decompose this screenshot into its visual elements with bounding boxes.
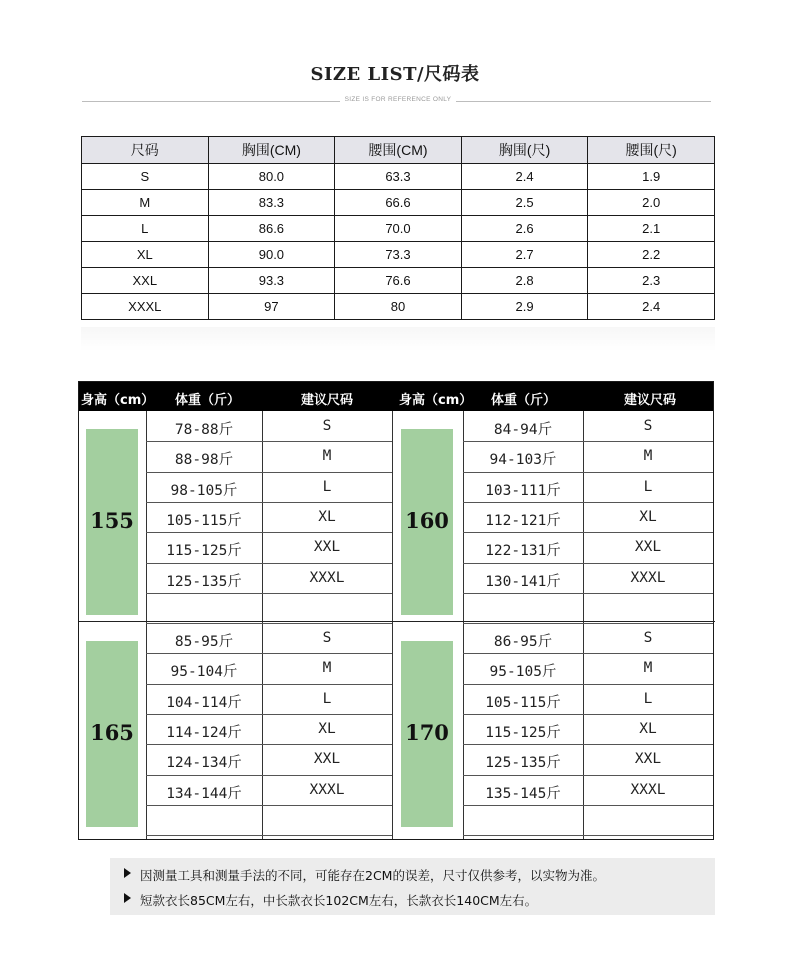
size-cell: 70.0	[335, 216, 462, 242]
recommended-size: L	[643, 690, 653, 707]
row-divider	[146, 775, 392, 776]
recommended-size: M	[322, 660, 332, 677]
row-divider	[463, 835, 713, 836]
height-block	[86, 641, 138, 827]
row-divider	[146, 684, 392, 685]
recommended-size: XXL	[313, 751, 341, 768]
size-cell: 66.6	[335, 190, 462, 216]
recommended-size: XL	[639, 720, 657, 737]
size-cell: 93.3	[208, 268, 335, 294]
size-cell: S	[82, 164, 209, 190]
subtitle: SIZE IS FOR REFERENCE ONLY	[344, 96, 452, 103]
size-cell: 2.2	[588, 242, 715, 268]
size-cell: 2.9	[461, 294, 588, 320]
row-divider	[463, 502, 713, 503]
row-divider	[146, 563, 392, 564]
row-divider	[146, 744, 392, 745]
recommended-size: S	[322, 630, 332, 646]
weight-range: 135-145斤	[485, 785, 561, 802]
header-waist-chi: 腰围(尺)	[588, 137, 715, 164]
divider-right	[456, 101, 711, 102]
row-divider	[463, 805, 713, 806]
size-cell: 2.4	[588, 294, 715, 320]
recommended-size: XXL	[313, 539, 341, 556]
recommended-size: S	[643, 630, 653, 646]
row-divider	[463, 744, 713, 745]
recommended-size: L	[322, 478, 332, 495]
size-cell: XXXL	[82, 294, 209, 320]
row-divider	[463, 472, 713, 473]
row-divider	[146, 532, 392, 533]
weight-range: 115-125斤	[485, 724, 561, 741]
recommended-size: S	[643, 418, 653, 434]
size-cell: 63.3	[335, 164, 462, 190]
height-value: 165	[90, 720, 134, 745]
header-height-right: 身高（cm）	[399, 393, 473, 408]
size-row	[82, 268, 715, 294]
size-cell: XXL	[82, 268, 209, 294]
row-divider	[463, 684, 713, 685]
weight-range: 94-103斤	[489, 452, 557, 469]
recommended-size: XXL	[634, 539, 662, 556]
height-block	[401, 429, 453, 615]
size-row	[82, 242, 715, 268]
triangle-bullet-icon	[124, 893, 131, 903]
size-row	[82, 164, 715, 190]
weight-range: 98-105斤	[170, 482, 238, 499]
note-length	[140, 891, 537, 909]
row-divider	[146, 805, 392, 806]
size-cell: 86.6	[208, 216, 335, 242]
size-cell: 2.6	[461, 216, 588, 242]
weight-range: 134-144斤	[166, 785, 242, 802]
recommended-size: L	[643, 478, 653, 495]
header-waist-cm: 腰围(CM)	[335, 137, 462, 164]
size-table-header-row	[82, 137, 715, 164]
recommended-size: XXXL	[309, 569, 345, 586]
weight-range: 122-131斤	[485, 543, 561, 560]
weight-range: 115-125斤	[166, 543, 242, 560]
height-value: 160	[405, 508, 449, 533]
row-divider	[463, 532, 713, 533]
row-divider	[146, 502, 392, 503]
row-divider	[146, 593, 392, 594]
size-cell: 2.0	[588, 190, 715, 216]
notes-box	[110, 858, 715, 915]
block-divider	[79, 621, 715, 622]
size-cell: 2.1	[588, 216, 715, 242]
note-text: 短款衣长85CM左右，中长款衣长102CM左右，长款衣长140CM左右。	[140, 893, 538, 908]
recommended-size: M	[643, 448, 653, 465]
weight-range: 95-104斤	[170, 664, 238, 681]
size-cell: L	[82, 216, 209, 242]
recommended-size: M	[643, 660, 653, 677]
header-height-left: 身高（cm）	[81, 393, 155, 408]
header-weight-left: 体重（斤）	[175, 393, 241, 408]
weight-range: 104-114斤	[166, 694, 242, 711]
size-cell: XL	[82, 242, 209, 268]
row-divider	[146, 623, 392, 624]
column-divider	[392, 411, 393, 839]
weight-range: 88-98斤	[174, 452, 234, 469]
recommended-size: L	[322, 690, 332, 707]
row-divider	[463, 563, 713, 564]
recommended-size: XXXL	[630, 569, 666, 586]
size-cell: 80.0	[208, 164, 335, 190]
height-block	[86, 429, 138, 615]
triangle-bullet-icon	[124, 868, 131, 878]
header-size-right: 建议尺码	[624, 393, 677, 408]
recommendation-header	[79, 382, 713, 411]
row-divider	[146, 653, 392, 654]
recommendation-table	[78, 381, 714, 840]
page-title: SIZE LIST/尺码表	[310, 64, 480, 85]
row-divider	[146, 835, 392, 836]
weight-range: 86-95斤	[493, 634, 553, 650]
size-cell: 2.7	[461, 242, 588, 268]
recommended-size: XL	[318, 508, 336, 525]
weight-range: 114-124斤	[166, 724, 242, 741]
size-cell: 90.0	[208, 242, 335, 268]
note-text: 因测量工具和测量手法的不同，可能存在2CM的误差，尺寸仅供参考，以实物为准。	[140, 868, 605, 883]
size-row	[82, 190, 715, 216]
weight-range: 85-95斤	[174, 634, 234, 650]
row-divider	[463, 623, 713, 624]
size-cell: 97	[208, 294, 335, 320]
height-block	[401, 641, 453, 827]
weight-range: 84-94斤	[493, 422, 553, 438]
size-cell: 2.5	[461, 190, 588, 216]
weight-range: 130-141斤	[485, 573, 561, 590]
header-size: 尺码	[82, 137, 209, 164]
size-row	[82, 216, 715, 242]
recommended-size: XL	[639, 508, 657, 525]
row-divider	[463, 653, 713, 654]
weight-range: 105-115斤	[166, 512, 242, 529]
recommended-size: M	[322, 448, 332, 465]
table-shadow	[81, 327, 715, 351]
weight-range: 103-111斤	[485, 482, 561, 499]
row-divider	[146, 714, 392, 715]
recommended-size: XXXL	[309, 781, 345, 798]
recommended-size: S	[322, 418, 332, 434]
weight-range: 95-105斤	[489, 664, 557, 681]
weight-range: 112-121斤	[485, 512, 561, 529]
row-divider	[463, 775, 713, 776]
height-value: 155	[90, 508, 134, 533]
weight-range: 125-135斤	[166, 573, 242, 590]
weight-range: 125-135斤	[485, 755, 561, 772]
size-cell: M	[82, 190, 209, 216]
row-divider	[463, 593, 713, 594]
size-row	[82, 294, 715, 320]
row-divider	[463, 441, 713, 442]
size-cell: 2.4	[461, 164, 588, 190]
note-measurement	[140, 866, 605, 884]
size-cell: 83.3	[208, 190, 335, 216]
size-cell: 80	[335, 294, 462, 320]
header-size-left: 建议尺码	[301, 393, 354, 408]
recommended-size: XXXL	[630, 781, 666, 798]
height-value: 170	[405, 720, 449, 745]
size-cell: 76.6	[335, 268, 462, 294]
size-cell: 1.9	[588, 164, 715, 190]
row-divider	[463, 714, 713, 715]
size-cell: 73.3	[335, 242, 462, 268]
size-cell: 2.3	[588, 268, 715, 294]
weight-range: 124-134斤	[166, 755, 242, 772]
header-weight-right: 体重（斤）	[491, 393, 557, 408]
recommended-size: XXL	[634, 751, 662, 768]
row-divider	[146, 441, 392, 442]
size-cell: 2.8	[461, 268, 588, 294]
weight-range: 78-88斤	[174, 422, 234, 438]
row-divider	[146, 472, 392, 473]
divider-left	[82, 101, 340, 102]
header-chest-cm: 胸围(CM)	[208, 137, 335, 164]
size-table	[81, 136, 715, 320]
header-chest-chi: 胸围(尺)	[461, 137, 588, 164]
weight-range: 105-115斤	[485, 694, 561, 711]
recommended-size: XL	[318, 720, 336, 737]
